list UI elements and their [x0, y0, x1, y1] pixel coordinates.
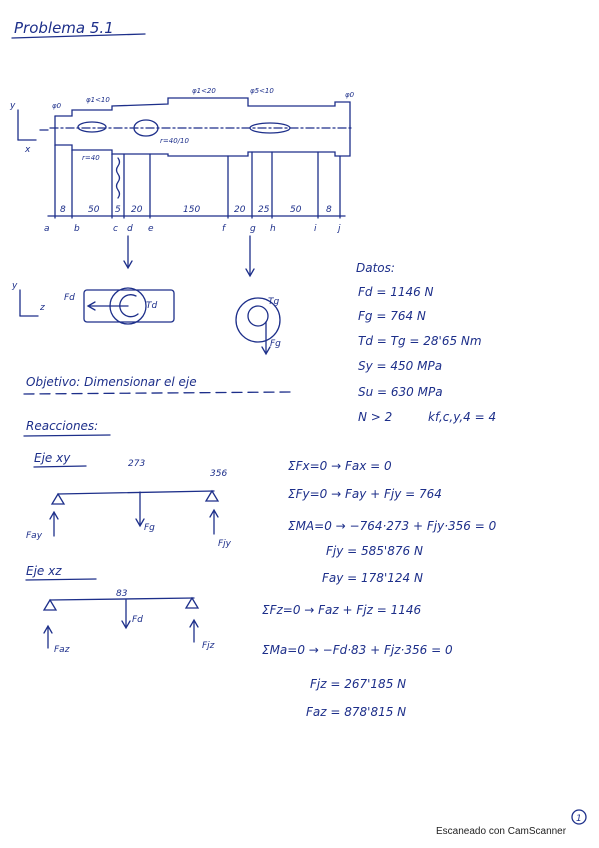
equation-3: ΣMA=0 → −764·273 + Fjy·356 = 0 — [288, 519, 497, 533]
beam-xy-label-underline — [34, 466, 86, 467]
keyway-left — [78, 122, 106, 132]
equations-block — [262, 459, 497, 719]
torque-td-label: Td — [146, 301, 158, 311]
segment-length-7: 25 — [258, 205, 270, 215]
beam-xy-dim-2: 356 — [210, 469, 228, 479]
objetivo-text: Objetivo: Dimensionar el eje — [26, 375, 197, 389]
beam-xy-line — [58, 491, 214, 494]
diameter-label-4: φ5<10 — [250, 87, 274, 95]
datos-heading: Datos: — [356, 261, 395, 275]
datos-line-4: Sy = 450 MPa — [358, 359, 443, 373]
beam-xy-dim-1: 273 — [128, 459, 146, 469]
internal-label-2: r=40/10 — [160, 137, 189, 145]
datos-block — [356, 261, 496, 424]
section-point-h: h — [270, 224, 276, 234]
diameter-label-2: φ1<10 — [86, 96, 110, 104]
reacciones-heading: Reacciones: — [26, 419, 99, 433]
shaft-bottom-outline — [55, 116, 350, 156]
gear-sections — [11, 281, 281, 354]
segment-length-6: 20 — [234, 205, 246, 215]
support-j-xy — [206, 491, 218, 501]
equation-1: ΣFx=0 → Fax = 0 — [288, 459, 392, 473]
section-point-e: e — [148, 224, 154, 234]
segment-length-4: 20 — [131, 205, 143, 215]
diameter-label-3: φ1<20 — [192, 87, 216, 95]
force-fg-xy-label: Fg — [144, 523, 155, 533]
shaft-axis-y-label: y — [10, 101, 16, 111]
diameter-label-1: φ0 — [52, 102, 62, 110]
equation-4: Fjy = 585'876 N — [326, 544, 423, 558]
segment-length-8: 50 — [290, 205, 302, 215]
section-point-c: c — [113, 224, 118, 234]
gear-g-inner — [248, 306, 268, 326]
beam-xz-label: Eje xz — [26, 564, 62, 578]
equation-8: Fjz = 267'185 N — [310, 677, 407, 691]
beam-xz-label-underline — [26, 579, 96, 580]
equation-2: ΣFy=0 → Fay + Fjy = 764 — [288, 487, 442, 501]
datos-line-6: N > 2 — [358, 410, 393, 424]
section-point-g: g — [250, 224, 256, 234]
equation-5: Fay = 178'124 N — [322, 571, 423, 585]
scanner-footer: Escaneado con CamScanner — [436, 826, 567, 837]
force-fd-label: Fd — [64, 293, 75, 303]
section-point-b: b — [74, 224, 80, 234]
beam-xy-label: Eje xy — [34, 451, 71, 465]
internal-label-1: r=40 — [82, 154, 100, 162]
datos-line-3: Td = Tg = 28'65 Nm — [358, 334, 482, 348]
shaft-axis-x-label: x — [25, 145, 31, 155]
beam-xz — [26, 564, 215, 655]
beam-xz-dim-1: 83 — [116, 589, 128, 599]
segment-length-9: 8 — [326, 205, 332, 215]
segment-length-3: 5 — [115, 205, 121, 215]
datos-line-2: Fg = 764 N — [358, 309, 426, 323]
fillet-wavy — [117, 158, 120, 198]
gear-axis-z-label: z — [40, 303, 45, 313]
force-fjy-label: Fjy — [218, 539, 232, 549]
shaft-drawing — [9, 87, 355, 276]
datos-line-7: kf,c,y,4 = 4 — [428, 410, 497, 424]
segment-length-2: 50 — [88, 205, 100, 215]
force-fjz-label: Fjz — [202, 641, 215, 651]
gear-axis-y-label: y — [12, 281, 18, 291]
section-point-a: a — [44, 224, 50, 234]
section-point-f: f — [222, 224, 226, 234]
beam-xy — [26, 451, 232, 549]
datos-line-1: Fd = 1146 N — [358, 285, 434, 299]
force-fd-xz-label: Fd — [132, 615, 143, 625]
section-point-j: j — [338, 224, 341, 234]
page-title: Problema 5.1 — [14, 19, 114, 37]
equation-9: Faz = 878'815 N — [306, 705, 407, 719]
segment-length-5: 150 — [183, 205, 201, 215]
force-faz-label: Faz — [54, 645, 70, 655]
equation-6: ΣFz=0 → Faz + Fjz = 1146 — [262, 603, 422, 617]
support-j-xz — [186, 598, 198, 608]
force-fay-label: Fay — [26, 531, 43, 541]
segment-length-1: 8 — [60, 205, 66, 215]
torque-tg-label: Tg — [268, 297, 280, 307]
support-a-xz — [44, 600, 56, 610]
datos-line-5: Su = 630 MPa — [358, 385, 443, 399]
section-point-i: i — [314, 224, 317, 234]
force-fg-label: Fg — [270, 339, 281, 349]
reacciones-underline — [24, 435, 110, 436]
support-a-xy — [52, 494, 64, 504]
equation-7: ΣMa=0 → −Fd·83 + Fjz·356 = 0 — [262, 643, 453, 657]
objetivo-underline — [24, 392, 290, 394]
page-number: 1 — [576, 814, 582, 824]
diameter-label-5: φ0 — [345, 91, 355, 99]
section-point-d: d — [127, 224, 133, 234]
